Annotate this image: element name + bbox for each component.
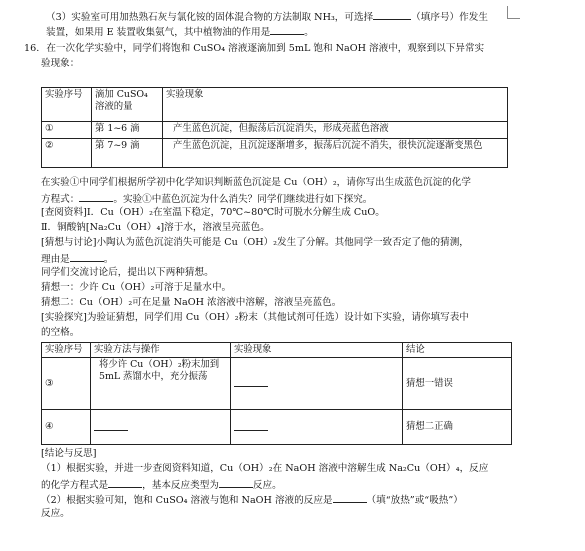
- method-cell: 将少许 Cu（OH）₂粉末加到 5mL 蒸馏水中，充分振荡: [91, 358, 231, 410]
- body-text: 理由是: [41, 254, 70, 265]
- header-cell: 实验序号: [42, 88, 92, 122]
- answer-blank[interactable]: [373, 9, 411, 20]
- header-cell: 实验序号: [42, 343, 91, 358]
- conclusion-cell: 猜想二正确: [403, 410, 512, 445]
- phenomenon-cell: [231, 358, 403, 410]
- answer-blank[interactable]: [108, 477, 142, 488]
- answer-blank[interactable]: [234, 420, 268, 431]
- conclusion-line: [41, 507, 70, 521]
- body-text: 猜想二：Cu（OH）₂可在足量 NaOH 浓溶液中溶解，溶液呈亮蓝色。: [41, 297, 342, 308]
- body-line: [41, 266, 214, 280]
- q3-text-2: 装置，如果用 E 装置收集氨气，其中植物油的作用是: [46, 27, 271, 38]
- header-cell: 滴加 CuSO₄ 溶液的量: [92, 88, 163, 122]
- table-header-row: [42, 343, 512, 358]
- answer-blank[interactable]: [70, 251, 104, 262]
- q3-text: （3）实验室可用加热熟石灰与氯化铵的固体混合物的方法制取 NH₃，可选择: [46, 12, 374, 23]
- body-text: 猜想一：少许 Cu（OH）₂可溶于足量水中。: [41, 282, 232, 293]
- body-text: （填“放热”或“吸热”）: [366, 495, 463, 506]
- experiment-table-2: [41, 342, 512, 445]
- question-number: 16.: [24, 43, 40, 54]
- answer-blank[interactable]: [219, 477, 253, 488]
- header-cell: 实验方法与操作: [91, 343, 231, 358]
- body-text: 的化学方程式是: [41, 480, 109, 491]
- body-text: [实验探究]为验证猜想，同学们用 Cu（OH）₂粉末（其他试剂可任选）设计如下实验，请你填写表中: [41, 312, 469, 323]
- conclusion-line: [41, 462, 488, 476]
- q3-text-tail: （填序号）作发生: [411, 12, 488, 23]
- q3-line-2: [46, 24, 314, 40]
- body-text: （1）根据实验，并进一步查阅资料知道，Cu（OH）₂在 NaOH 溶液中溶解生成 Na₂Cu（OH）₄，反应: [41, 463, 489, 474]
- answer-blank[interactable]: [94, 420, 128, 431]
- body-text: 。实验①中蓝色沉淀为什么消失？同学们继续进行如下探究。: [113, 194, 373, 205]
- body-line: [41, 236, 469, 250]
- conclusion-line: [41, 477, 282, 493]
- q16-intro-text-2: 验现象：: [41, 58, 80, 69]
- body-line: [41, 296, 341, 310]
- page-corner-mark: [507, 6, 520, 19]
- q3-line-1: [46, 9, 488, 25]
- amount-cell: 第 1~6 滴: [92, 122, 163, 139]
- section-heading: [结论与反思]: [41, 448, 97, 459]
- header-cell: 实验现象: [163, 88, 508, 122]
- amount-cell: 第 7~9 滴: [92, 139, 163, 168]
- phenomenon-cell: 产生蓝色沉淀，且沉淀逐渐增多，振荡后沉淀不消失，很快沉淀逐渐变黑色: [163, 139, 508, 168]
- body-text: Ⅱ．铜酸钠[Na₂Cu（OH）₄]溶于水，溶液呈亮蓝色。: [41, 222, 270, 233]
- body-text: [猜想与讨论]小陶认为蓝色沉淀消失可能是 Cu（OH）₂发生了分解。其他同学一致否定了他的猜测，: [41, 237, 469, 248]
- method-cell: [91, 410, 231, 445]
- conclusion-heading: [41, 447, 96, 461]
- q3-period: 。: [304, 27, 314, 38]
- row-id-cell: ④: [42, 410, 91, 445]
- body-text: ，基本反应类型为: [142, 480, 219, 491]
- q16-intro-line-1: [24, 42, 484, 56]
- experiment-table-1: [41, 87, 508, 168]
- body-text: 反应。: [41, 508, 70, 519]
- phenomenon-cell: 产生蓝色沉淀，但振荡后沉淀消失，形成亮蓝色溶液: [163, 122, 508, 139]
- body-line: [41, 311, 469, 325]
- body-line: [41, 251, 113, 267]
- row-id-cell: ②: [42, 139, 92, 168]
- table-row: [42, 139, 508, 168]
- body-text: （2）根据实验可知，饱和 CuSO₄ 溶液与饱和 NaOH 溶液的反应是: [41, 495, 333, 506]
- table-row: [42, 410, 512, 445]
- conclusion-line: [41, 492, 463, 508]
- q16-intro-text: 在一次化学实验中，同学们将饱和 CuSO₄ 溶液逐滴加到 5mL 饱和 NaOH 溶液中，观察到以下异常实: [46, 43, 485, 54]
- answer-blank[interactable]: [333, 492, 367, 503]
- header-cell: 实验现象: [231, 343, 403, 358]
- body-text: 在实验①中同学们根据所学初中化学知识判断蓝色沉淀是 Cu（OH）₂，请你写出生成蓝色沉淀的化学: [41, 177, 471, 188]
- body-text: 反应。: [252, 480, 282, 491]
- header-cell: 结论: [403, 343, 512, 358]
- body-text: 的空格。: [41, 327, 80, 338]
- body-text: 方程式：: [41, 194, 80, 205]
- answer-blank[interactable]: [270, 24, 304, 35]
- conclusion-cell: 猜想一错误: [403, 358, 512, 410]
- answer-blank[interactable]: [234, 376, 268, 387]
- body-text: [查阅资料]Ⅰ．Cu（OH）₂在室温下稳定，70℃~80℃时可脱水分解生成 CuO。: [41, 207, 385, 218]
- body-line: [41, 281, 231, 295]
- body-line: [41, 206, 385, 220]
- answer-blank[interactable]: [79, 191, 113, 202]
- table-header-row: [42, 88, 508, 122]
- body-text: 。: [103, 254, 114, 265]
- body-line: [41, 191, 372, 207]
- body-line: [41, 326, 79, 340]
- row-id-cell: ③: [42, 358, 91, 410]
- body-line: [41, 221, 270, 235]
- phenomenon-cell: [231, 410, 403, 445]
- body-text: 同学们交流讨论后，提出以下两种猜想。: [41, 267, 214, 278]
- q16-intro-line-2: [41, 57, 79, 71]
- body-line: [41, 176, 471, 190]
- row-id-cell: ①: [42, 122, 92, 139]
- table-row: [42, 358, 512, 410]
- table-row: [42, 122, 508, 139]
